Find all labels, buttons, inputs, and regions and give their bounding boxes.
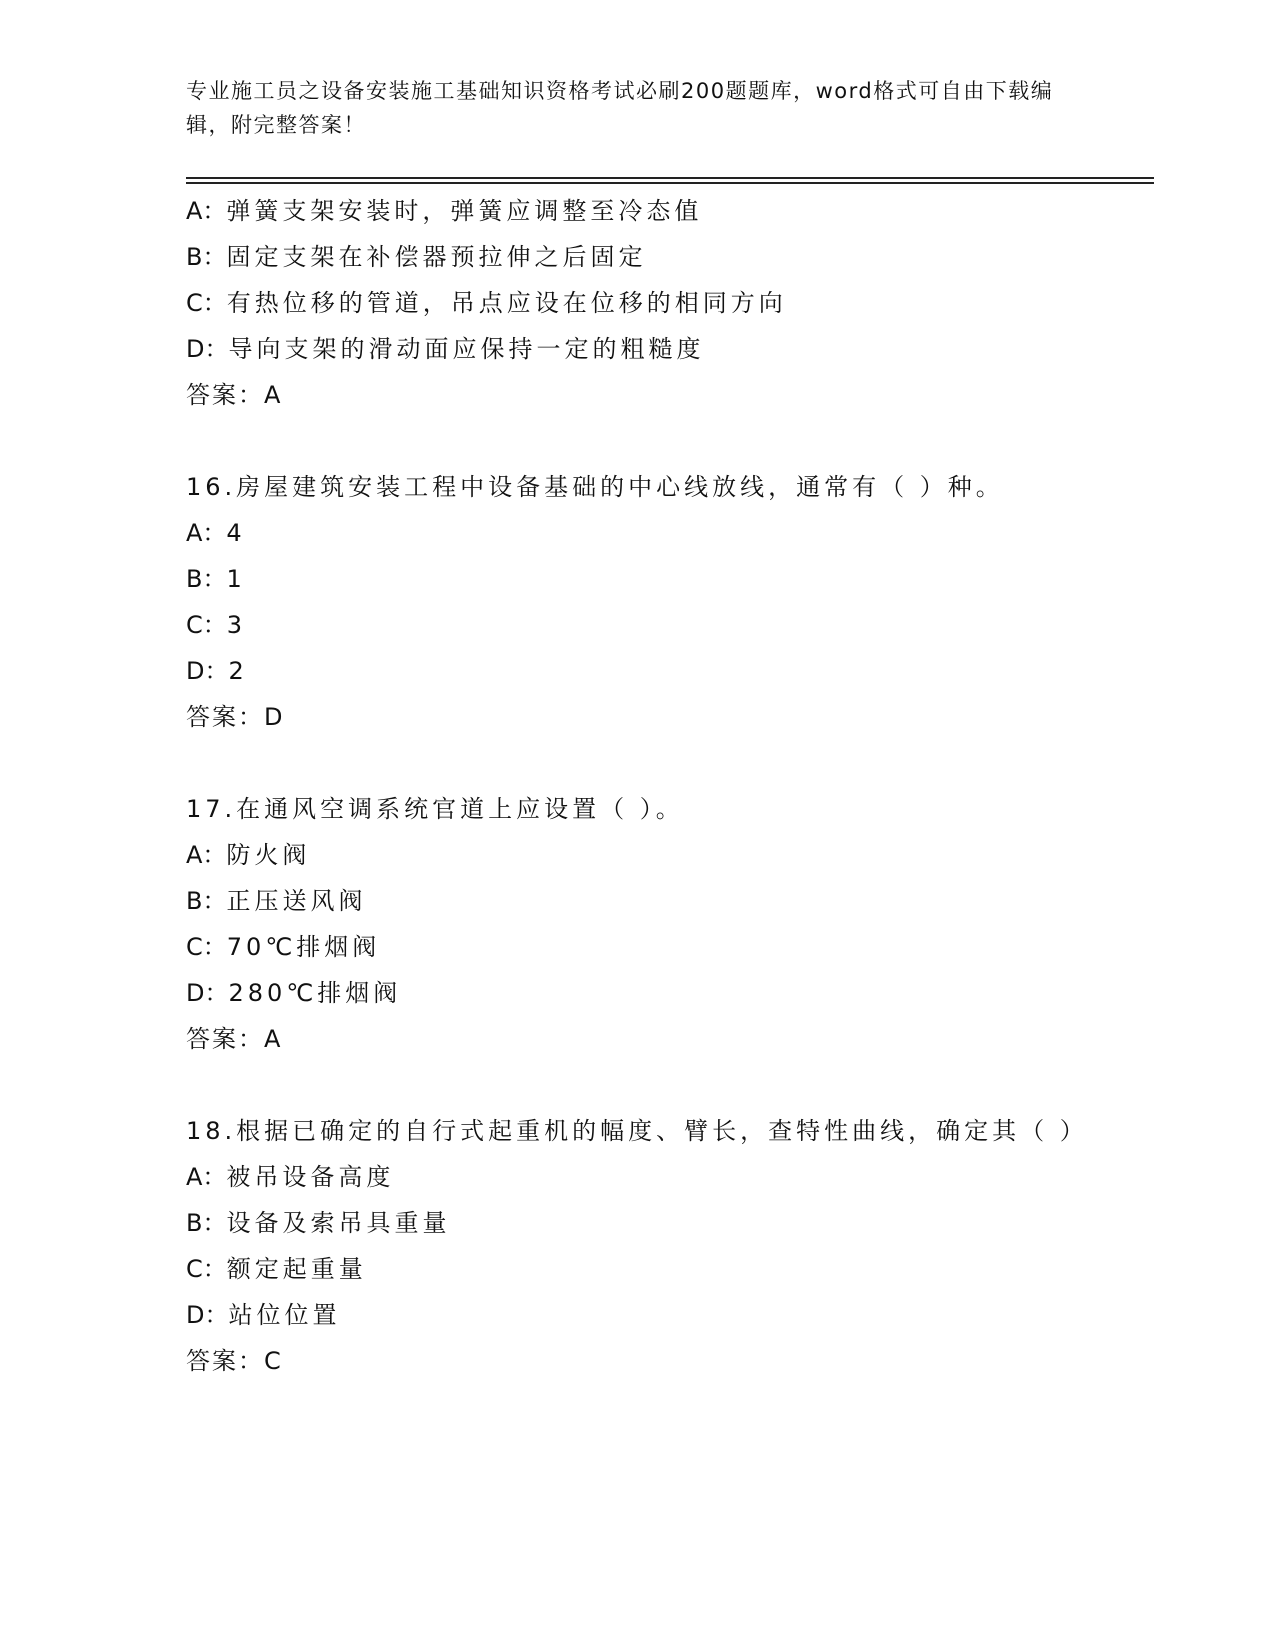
header-divider-bottom <box>186 182 1154 184</box>
answer: 答案：D <box>186 703 285 731</box>
option-d: D：导向支架的滑动面应保持一定的粗糙度 <box>186 335 705 363</box>
option-c: C：额定起重量 <box>186 1255 367 1283</box>
option-c: C：3 <box>186 611 247 639</box>
option-b: B：正压送风阀 <box>186 887 367 915</box>
question-17 <box>186 786 1086 1062</box>
option-d: D：280℃排烟阀 <box>186 979 402 1007</box>
option-c: C：有热位移的管道，吊点应设在位移的相同方向 <box>186 289 787 317</box>
option-c: C：70℃排烟阀 <box>186 933 381 961</box>
option-a: A：弹簧支架安装时，弹簧应调整至冷态值 <box>186 197 703 225</box>
document-header: 专业施工员之设备安装施工基础知识资格考试必刷200题题库，word格式可自由下载编辑，附完整答案！ <box>186 79 1054 137</box>
spacer <box>186 740 1086 786</box>
question-stem: 16.房屋建筑安装工程中设备基础的中心线放线，通常有（ ）种。 <box>186 473 1004 501</box>
option-b: B：固定支架在补偿器预拉伸之后固定 <box>186 243 647 271</box>
option-a: A：防火阀 <box>186 841 311 869</box>
option-b: B：设备及索吊具重量 <box>186 1209 451 1237</box>
spacer <box>186 1062 1086 1108</box>
header-divider-top <box>186 177 1154 179</box>
answer: 答案：C <box>186 1347 283 1375</box>
option-d: D：2 <box>186 657 248 685</box>
spacer <box>186 418 1086 464</box>
option-b: B：1 <box>186 565 246 593</box>
question-18 <box>186 1108 1086 1384</box>
question-15 <box>186 188 1086 418</box>
question-list <box>186 188 1086 1384</box>
answer: 答案：A <box>186 1025 283 1053</box>
question-stem: 17.在通风空调系统官道上应设置（ ）。 <box>186 795 684 823</box>
question-stem: 18.根据已确定的自行式起重机的幅度、臂长，查特性曲线，确定其（ ） <box>186 1117 1088 1145</box>
option-a: A：4 <box>186 519 246 547</box>
answer: 答案：A <box>186 381 283 409</box>
option-a: A：被吊设备高度 <box>186 1163 395 1191</box>
question-16 <box>186 464 1086 740</box>
option-d: D：站位位置 <box>186 1301 341 1329</box>
